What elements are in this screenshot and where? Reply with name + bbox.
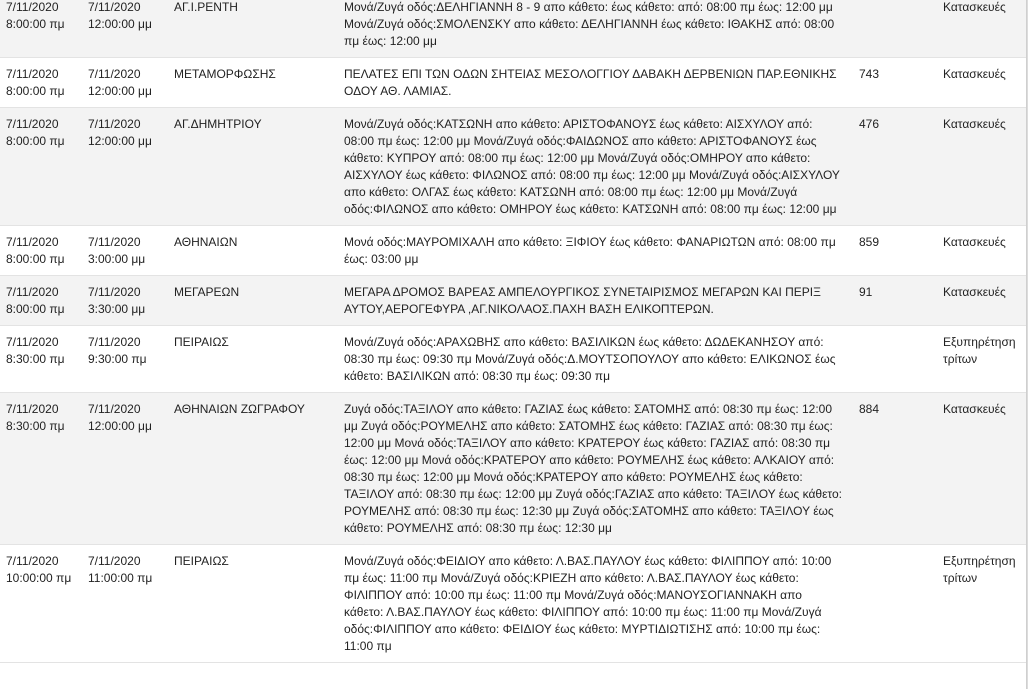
area-cell: ΑΓ.ΔΗΜΗΤΡΙΟΥ xyxy=(170,108,342,226)
end-cell xyxy=(84,108,170,226)
number-cell xyxy=(853,545,937,663)
table-row xyxy=(0,326,1027,393)
end-time: 3:30:00 μμ xyxy=(88,302,146,316)
table-row xyxy=(0,276,1027,326)
reason-cell: Κατασκευές xyxy=(937,0,1027,58)
end-cell xyxy=(84,0,170,58)
start-time: 8:30:00 πμ xyxy=(6,352,65,366)
table-row xyxy=(0,58,1027,108)
start-date: 7/11/2020 xyxy=(6,554,59,568)
number-cell: 884 xyxy=(853,393,937,545)
description-cell: Μονά/Ζυγά οδός:ΑΡΑΧΩΒΗΣ απο κάθετο: ΒΑΣΙΛΙΚΩΝ έως κάθετο: ΔΩΔΕΚΑΝΗΣΟΥ από: 08:30 πμ έως: 09:30 πμ Μονά/Ζυγά οδός:Δ.ΜΟΥΤΣΟΠΟΥΛΟΥ απο κάθετο: ΕΛΙΚΩΝΟΣ έως κάθετο: ΒΑΣΙΛΙΚΩΝ από: 08:30 πμ έως: 09:30 πμ xyxy=(342,326,853,393)
number-cell xyxy=(853,326,937,393)
number-cell: 859 xyxy=(853,226,937,276)
area-cell: ΜΕΓΑΡΕΩΝ xyxy=(170,276,342,326)
start-time: 8:00:00 πμ xyxy=(6,302,65,316)
start-cell xyxy=(0,276,84,326)
start-time: 8:00:00 πμ xyxy=(6,252,65,266)
end-time: 11:00:00 πμ xyxy=(88,571,153,585)
end-date: 7/11/2020 xyxy=(88,402,141,416)
start-cell xyxy=(0,393,84,545)
start-date: 7/11/2020 xyxy=(6,335,59,349)
number-cell xyxy=(853,0,937,58)
start-time: 8:00:00 πμ xyxy=(6,84,65,98)
reason-cell: Εξυπηρέτηση τρίτων xyxy=(937,545,1027,663)
description-cell: Μονά/Ζυγά οδός:ΚΑΤΣΩΝΗ απο κάθετο: ΑΡΙΣΤΟΦΑΝΟΥΣ έως κάθετο: ΑΙΣΧΥΛΟΥ από: 08:00 πμ έως: 12:00 μμ Μονά/Ζυγά οδός:ΦΑΙΔΩΝΟΣ απο κάθετο: ΑΡΙΣΤΟΦΑΝΟΥΣ έως κάθετο: ΚΥΠΡΟΥ από: 08:00 πμ έως: 12:00 μμ Μονά/Ζυγά οδός:ΟΜΗΡΟΥ απο κάθετο: ΑΙΣΧΥΛΟΥ έως κάθετο: ΦΙΛΩΝΟΣ από: 08:00 πμ έως: 12:00 μμ Μονά/Ζυγά οδός:ΑΙΣΧΥΛΟΥ απο κάθετο: ΟΛΓΑΣ έως κάθετο: ΚΑΤΣΩΝΗ από: 08:00 πμ έως: 12:00 μμ Μονά/Ζυγά οδός:ΦΙΛΩΝΟΣ απο κάθετο: ΟΜΗΡΟΥ έως κάθετο: ΚΑΤΣΩΝΗ από: 08:00 πμ έως: 12:00 μμ xyxy=(342,108,853,226)
number-cell: 91 xyxy=(853,276,937,326)
start-date: 7/11/2020 xyxy=(6,402,59,416)
end-time: 9:30:00 πμ xyxy=(88,352,147,366)
area-cell: ΠΕΙΡΑΙΩΣ xyxy=(170,326,342,393)
end-cell xyxy=(84,58,170,108)
number-cell: 743 xyxy=(853,58,937,108)
table-row xyxy=(0,393,1027,545)
start-date: 7/11/2020 xyxy=(6,285,59,299)
reason-cell: Εξυπηρέτηση τρίτων xyxy=(937,326,1027,393)
start-time: 10:00:00 πμ xyxy=(6,571,72,585)
reason-cell: Κατασκευές xyxy=(937,393,1027,545)
reason-cell: Κατασκευές xyxy=(937,108,1027,226)
start-cell xyxy=(0,226,84,276)
start-cell xyxy=(0,545,84,663)
end-date: 7/11/2020 xyxy=(88,67,141,81)
end-cell xyxy=(84,393,170,545)
end-time: 12:00:00 μμ xyxy=(88,84,152,98)
end-date: 7/11/2020 xyxy=(88,554,141,568)
end-time: 3:00:00 μμ xyxy=(88,252,146,266)
end-time: 12:00:00 μμ xyxy=(88,134,152,148)
reason-cell: Κατασκευές xyxy=(937,226,1027,276)
reason-cell: Κατασκευές xyxy=(937,58,1027,108)
end-cell xyxy=(84,545,170,663)
start-time: 8:00:00 πμ xyxy=(6,134,65,148)
start-cell xyxy=(0,326,84,393)
number-cell: 476 xyxy=(853,108,937,226)
description-cell: Μονά οδός:ΜΑΥΡΟΜΙΧΑΛΗ απο κάθετο: ΞΙΦΙΟΥ έως κάθετο: ΦΑΝΑΡΙΩΤΩΝ από: 08:00 πμ έως: 03:00 μμ xyxy=(342,226,853,276)
table-row xyxy=(0,108,1027,226)
table-right-border xyxy=(1026,0,1027,689)
description-cell: Μονά/Ζυγά οδός:ΦΕΙΔΙΟΥ απο κάθετο: Λ.ΒΑΣ.ΠΑΥΛΟΥ έως κάθετο: ΦΙΛΙΠΠΟΥ από: 10:00 πμ έως: 11:00 πμ Μονά/Ζυγά οδός:ΚΡΙΕΖΗ απο κάθετο: Λ.ΒΑΣ.ΠΑΥΛΟΥ έως κάθετο: ΦΙΛΙΠΠΟΥ από: 10:00 πμ έως: 11:00 πμ Μονά/Ζυγά οδός:ΜΑΝΟΥΣΟΓΙΑΝΝΑΚΗ απο κάθετο: Λ.ΒΑΣ.ΠΑΥΛΟΥ έως κάθετο: ΦΙΛΙΠΠΟΥ από: 10:00 πμ έως: 11:00 πμ Μονά/Ζυγά οδός:ΦΙΛΙΠΠΟΥ απο κάθετο: ΦΕΙΔΙΟΥ έως κάθετο: ΜΥΡΤΙΔΙΩΤΙΣΗΣ από: 10:00 πμ έως: 11:00 πμ xyxy=(342,545,853,663)
reason-cell: Κατασκευές xyxy=(937,276,1027,326)
area-cell: ΜΕΤΑΜΟΡΦΩΣΗΣ xyxy=(170,58,342,108)
area-cell: ΑΓ.Ι.ΡΕΝΤΗ xyxy=(170,0,342,58)
end-cell xyxy=(84,326,170,393)
end-time: 12:00:00 μμ xyxy=(88,17,152,31)
end-date: 7/11/2020 xyxy=(88,0,141,14)
end-cell xyxy=(84,226,170,276)
table-row xyxy=(0,0,1027,58)
area-cell: ΑΘΗΝΑΙΩΝ ΖΩΓΡΑΦΟΥ xyxy=(170,393,342,545)
start-cell xyxy=(0,108,84,226)
start-date: 7/11/2020 xyxy=(6,0,59,14)
table-row xyxy=(0,545,1027,663)
end-date: 7/11/2020 xyxy=(88,117,141,131)
start-date: 7/11/2020 xyxy=(6,67,59,81)
start-time: 8:30:00 πμ xyxy=(6,419,65,433)
description-cell: Ζυγά οδός:ΤΑΞΙΛΟΥ απο κάθετο: ΓΑΖΙΑΣ έως κάθετο: ΣΑΤΟΜΗΣ από: 08:30 πμ έως: 12:00 μμ Ζυγά οδός:ΡΟΥΜΕΛΗΣ απο κάθετο: ΣΑΤΟΜΗΣ έως κάθετο: ΓΑΖΙΑΣ από: 08:30 πμ έως: 12:00 μμ Μονά οδός:ΤΑΞΙΛΟΥ απο κάθετο: ΚΡΑΤΕΡΟΥ έως κάθετο: ΓΑΖΙΑΣ από: 08:30 πμ έως: 12:00 μμ Μονά οδός:ΚΡΑΤΕΡΟΥ απο κάθετο: ΡΟΥΜΕΛΗΣ έως κάθετο: ΑΛΚΑΙΟΥ από: 08:30 πμ έως: 12:00 μμ Μονά οδός:ΚΡΑΤΕΡΟΥ απο κάθετο: ΡΟΥΜΕΛΗΣ έως κάθετο: ΤΑΞΙΛΟΥ από: 08:30 πμ έως: 12:00 μμ Ζυγά οδός:ΓΑΖΙΑΣ απο κάθετο: ΤΑΞΙΛΟΥ έως κάθετο: ΡΟΥΜΕΛΗΣ από: 08:30 πμ έως: 12:30 μμ Ζυγά οδός:ΣΑΤΟΜΗΣ απο κάθετο: ΤΑΞΙΛΟΥ έως κάθετο: ΡΟΥΜΕΛΗΣ από: 08:30 πμ έως: 12:30 μμ xyxy=(342,393,853,545)
description-cell: ΜΕΓΑΡΑ ΔΡΟΜΟΣ ΒΑΡΕΑΣ ΑΜΠΕΛΟΥΡΓΙΚΟΣ ΣΥΝΕΤΑΙΡΙΣΜΟΣ ΜΕΓΑΡΩΝ ΚΑΙ ΠΕΡΙΞ ΑΥΤΟΥ,ΑΕΡΟΓΕΦΥΡΑ ,ΑΓ.ΝΙΚΟΛΑΟΣ.ΠΑΧΗ ΒΑΣΗ ΕΛΙΚΟΠΤΕΡΩΝ. xyxy=(342,276,853,326)
end-time: 12:00:00 μμ xyxy=(88,419,152,433)
area-cell: ΑΘΗΝΑΙΩΝ xyxy=(170,226,342,276)
start-date: 7/11/2020 xyxy=(6,117,59,131)
start-cell xyxy=(0,58,84,108)
end-date: 7/11/2020 xyxy=(88,235,141,249)
description-cell: Μονά/Ζυγά οδός:ΔΕΛΗΓΙΑΝΝΗ 8 - 9 απο κάθετο: έως κάθετο: από: 08:00 πμ έως: 12:00 μμ Μονά/Ζυγά οδός:ΣΜΟΛΕΝΣΚΥ απο κάθετο: ΔΕΛΗΓΙΑΝΝΗ έως κάθετο: ΙΘΑΚΗΣ από: 08:00 πμ έως: 12:00 μμ xyxy=(342,0,853,58)
start-date: 7/11/2020 xyxy=(6,235,59,249)
area-cell: ΠΕΙΡΑΙΩΣ xyxy=(170,545,342,663)
table-row xyxy=(0,226,1027,276)
end-date: 7/11/2020 xyxy=(88,285,141,299)
end-cell xyxy=(84,276,170,326)
description-cell: ΠΕΛΑΤΕΣ ΕΠΙ ΤΩΝ ΟΔΩΝ ΣΗΤΕΙΑΣ ΜΕΣΟΛΟΓΓΙΟΥ ΔΑΒΑΚΗ ΔΕΡΒΕΝΙΩΝ ΠΑΡ.ΕΘΝΙΚΗΣ ΟΔΟΥ ΑΘ. ΛΑΜΙΑΣ. xyxy=(342,58,853,108)
start-time: 8:00:00 πμ xyxy=(6,17,65,31)
start-cell xyxy=(0,0,84,58)
end-date: 7/11/2020 xyxy=(88,335,141,349)
